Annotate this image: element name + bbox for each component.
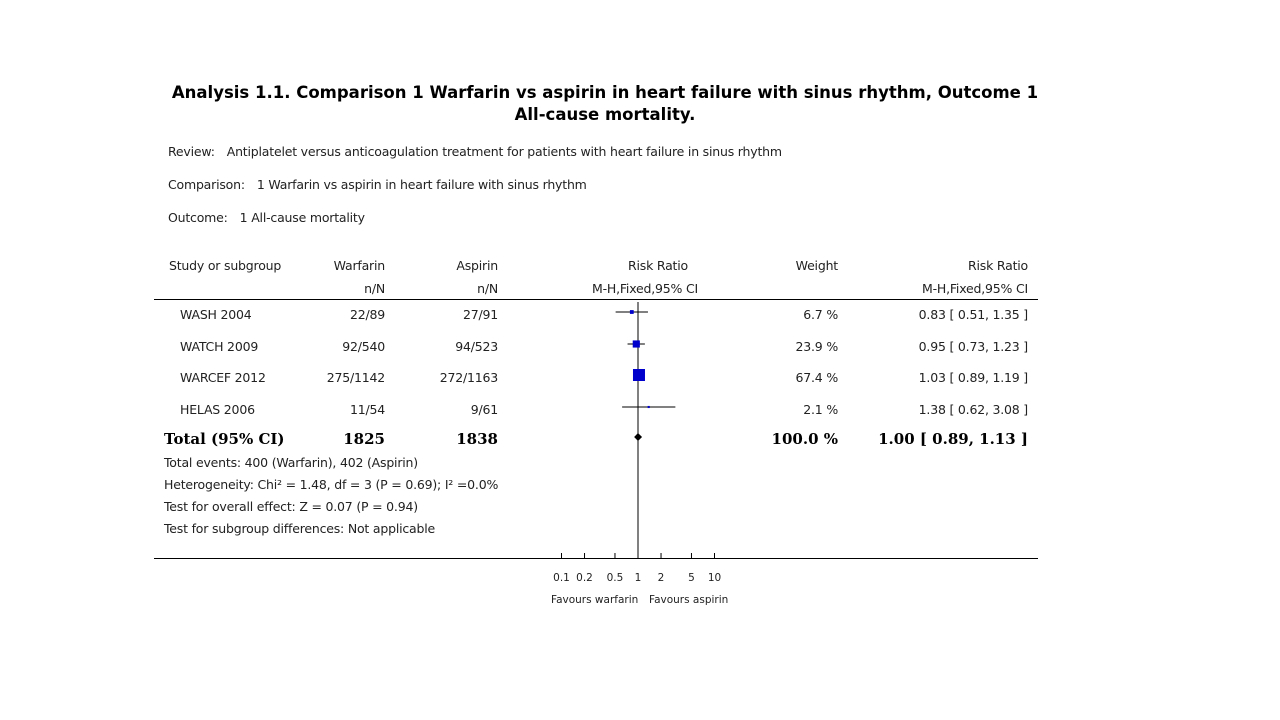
study-weight: 23.9 % [795,339,838,354]
header-effect-sub: M-H,Fixed,95% CI [921,281,1028,296]
study-name: WATCH 2009 [180,339,259,354]
pooled-diamond [634,433,642,441]
study-weight: 67.4 % [795,370,838,385]
overall-effect-text: Test for overall effect: Z = 0.07 (P = 0.94) [164,499,418,514]
study-effect-square [630,310,634,314]
study-name: WASH 2004 [180,307,252,322]
total-group1: 1825 [343,430,385,448]
study-effect: 1.38 [ 0.62, 3.08 ] [918,402,1028,417]
total-label: Total (95% CI) [164,430,285,448]
axis-tick-label: 0.1 [553,572,570,584]
study-weight: 2.1 % [803,402,838,417]
header-group2-sub: n/N [477,281,498,296]
total-group2: 1838 [456,430,498,448]
header-effect: Risk Ratio [968,258,1028,273]
study-effect: 1.03 [ 0.89, 1.19 ] [918,370,1028,385]
axis-tick-label: 1 [634,572,642,584]
review-value: Antiplatelet versus anticoagulation treatment for patients with heart failure in sinus rhythm [226,144,782,159]
header-study: Study or subgroup [169,258,282,273]
study-group2-events: 9/61 [470,402,498,417]
comparison-label: Comparison: [168,177,245,192]
total-events-text: Total events: 400 (Warfarin), 402 (Aspirin) [164,455,418,470]
study-effect-square [633,369,645,381]
favours-right-label: Favours aspirin [649,594,729,606]
header-group1-sub: n/N [364,281,385,296]
review-label: Review: [168,144,215,159]
axis-tick-label: 5 [688,572,695,584]
header-group2: Aspirin [456,258,498,273]
study-group1-events: 11/54 [349,402,385,417]
header-plot: Risk Ratio [628,258,688,273]
study-group2-events: 272/1163 [439,370,498,385]
study-effect: 0.83 [ 0.51, 1.35 ] [918,307,1028,322]
comparison-value: 1 Warfarin vs aspirin in heart failure with sinus rhythm [256,177,587,192]
study-effect-square [648,406,650,408]
outcome-value: 1 All-cause mortality [239,210,365,225]
outcome-label: Outcome: [168,210,228,225]
study-effect: 0.95 [ 0.73, 1.23 ] [918,339,1028,354]
study-name: WARCEF 2012 [180,370,266,385]
header-plot-sub: M-H,Fixed,95% CI [591,281,698,296]
study-name: HELAS 2006 [180,402,255,417]
axis-tick-label: 0.2 [576,572,593,584]
axis-tick-label: 0.5 [606,572,624,584]
header-weight: Weight [795,258,838,273]
study-group1-events: 22/89 [349,307,385,322]
study-group1-events: 92/540 [342,339,385,354]
study-group2-events: 94/523 [455,339,498,354]
study-weight: 6.7 % [803,307,838,322]
figure-title: Analysis 1.1. Comparison 1 Warfarin vs aspirin in heart failure with sinus rhythm, Outcome 1 All-cause mortality. [171,83,1039,124]
header-group1: Warfarin [333,258,385,273]
axis-tick-label: 2 [657,572,665,584]
heterogeneity-text: Heterogeneity: Chi² = 1.48, df = 3 (P = 0.69); I² =0.0% [164,477,499,492]
total-weight: 100.0 % [771,430,838,448]
axis-tick-label: 10 [707,572,722,584]
total-effect: 1.00 [ 0.89, 1.13 ] [878,430,1028,448]
favours-left-label: Favours warfarin [551,594,639,606]
study-effect-square [633,340,640,347]
subgroup-differences-text: Test for subgroup differences: Not applicable [164,521,436,536]
study-group2-events: 27/91 [462,307,498,322]
study-group1-events: 275/1142 [326,370,385,385]
